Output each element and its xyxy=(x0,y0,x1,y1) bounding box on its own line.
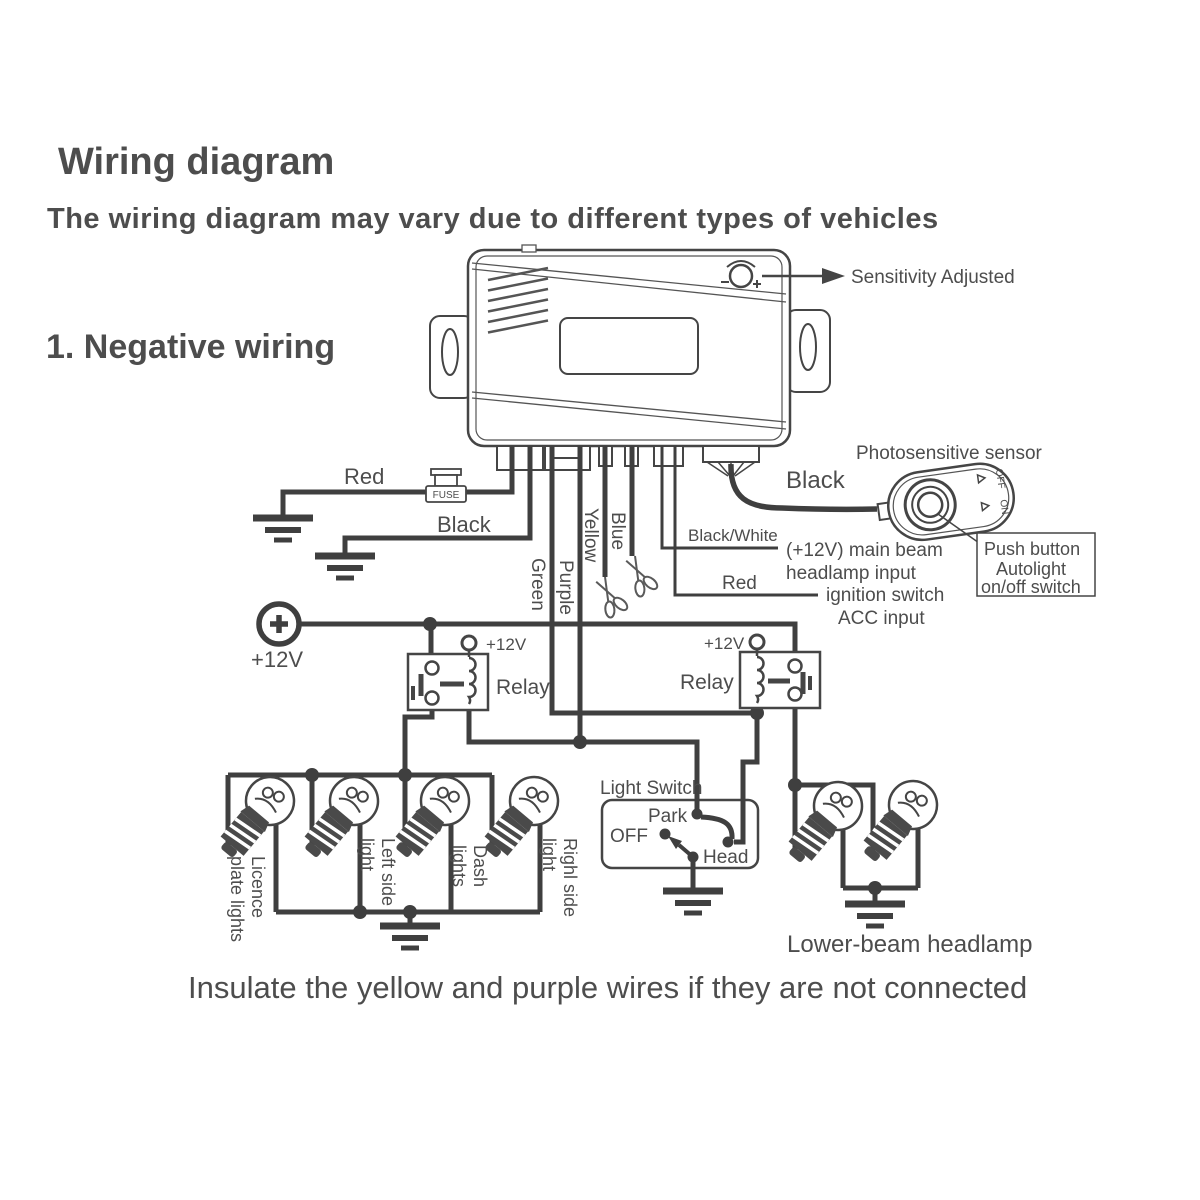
fuse xyxy=(426,469,466,502)
unit-label-window xyxy=(560,318,698,374)
ground-icon xyxy=(380,926,440,948)
black-wire-label: Black xyxy=(437,512,491,537)
off-terminal xyxy=(660,829,671,840)
sensitivity-arrow-icon xyxy=(822,268,845,284)
relay1 xyxy=(408,636,488,710)
dash-lights-label: Dash lights xyxy=(449,845,490,888)
sensor-off-label: OFF xyxy=(992,468,1007,490)
sensitivity-label: Sensitivity Adjusted xyxy=(851,267,1015,288)
pushbutton-line2: Autolight xyxy=(996,559,1067,579)
ground-icon xyxy=(663,891,723,913)
sensor-cable-label: Black xyxy=(786,467,845,494)
red-acc-wire-label: Red xyxy=(722,573,757,594)
ground-icon xyxy=(253,518,313,540)
main-beam-input-line1: (+12V) main beam xyxy=(786,540,943,561)
sensor-on-label: ON xyxy=(997,498,1011,516)
head-terminal xyxy=(723,837,734,848)
relay1-12v-label: +12V xyxy=(486,635,527,654)
red-wire-label: Red xyxy=(344,464,385,489)
fuse-label: FUSE xyxy=(432,490,460,501)
relay1-12v-terminal xyxy=(462,636,476,650)
lower-beam-label: Lower-beam headlamp xyxy=(787,931,1033,958)
relay2-12v-terminal xyxy=(750,635,764,649)
main-beam-input-line2: headlamp input xyxy=(786,563,916,584)
ignition-input-line2: ACC input xyxy=(838,608,925,629)
blue-wire-label: Blue xyxy=(607,512,628,551)
park-terminal xyxy=(692,809,703,820)
page-title: Wiring diagram xyxy=(58,141,335,183)
light-switch-off-label: OFF xyxy=(610,826,648,847)
relay2-label: Relay xyxy=(680,671,734,694)
connector-blocks xyxy=(497,446,759,470)
scissors-icon xyxy=(589,573,631,621)
relay2-12v-label: +12V xyxy=(704,634,745,653)
pushbutton-line1: Push button xyxy=(984,539,1081,559)
photosensor-label: Photosensitive sensor xyxy=(856,443,1042,464)
pushbutton-line3: on/off switch xyxy=(981,577,1081,597)
yellow-wire-label: Yellow xyxy=(580,508,601,563)
page-subtitle: The wiring diagram may vary due to different types of vehicles xyxy=(47,203,939,235)
pushbutton-note-box xyxy=(977,533,1095,597)
ignition-input-line1: ignition switch xyxy=(826,585,945,606)
section-heading: 1. Negative wiring xyxy=(46,328,336,366)
black-white-wire-label: Black/White xyxy=(688,526,778,545)
control-unit xyxy=(430,245,845,476)
relay2 xyxy=(740,635,820,708)
relay1-label: Relay xyxy=(496,676,550,699)
battery-icon xyxy=(259,604,299,644)
left-side-label: Left side light xyxy=(357,838,398,907)
ground-icon xyxy=(315,556,375,578)
green-wire-label: Green xyxy=(527,558,548,611)
right-side-label: Righl side light xyxy=(539,838,580,918)
battery-label: +12V xyxy=(251,647,303,672)
mounting-slot-left xyxy=(442,329,458,375)
purple-wire-label: Purple xyxy=(555,560,576,615)
ground-icon xyxy=(845,904,905,926)
scissors-icon xyxy=(619,552,661,600)
licence-plate-bulb-icon xyxy=(208,767,304,868)
light-switch-title: Light Switch xyxy=(600,778,703,799)
red-wire xyxy=(283,446,512,516)
licence-plate-label: Licence plate lights xyxy=(227,856,268,943)
light-switch-head-label: Head xyxy=(703,847,749,868)
light-switch-park-label: Park xyxy=(648,806,688,827)
footnote: Insulate the yellow and purple wires if they are not connected xyxy=(188,970,1028,1005)
mounting-slot-right xyxy=(800,324,816,370)
